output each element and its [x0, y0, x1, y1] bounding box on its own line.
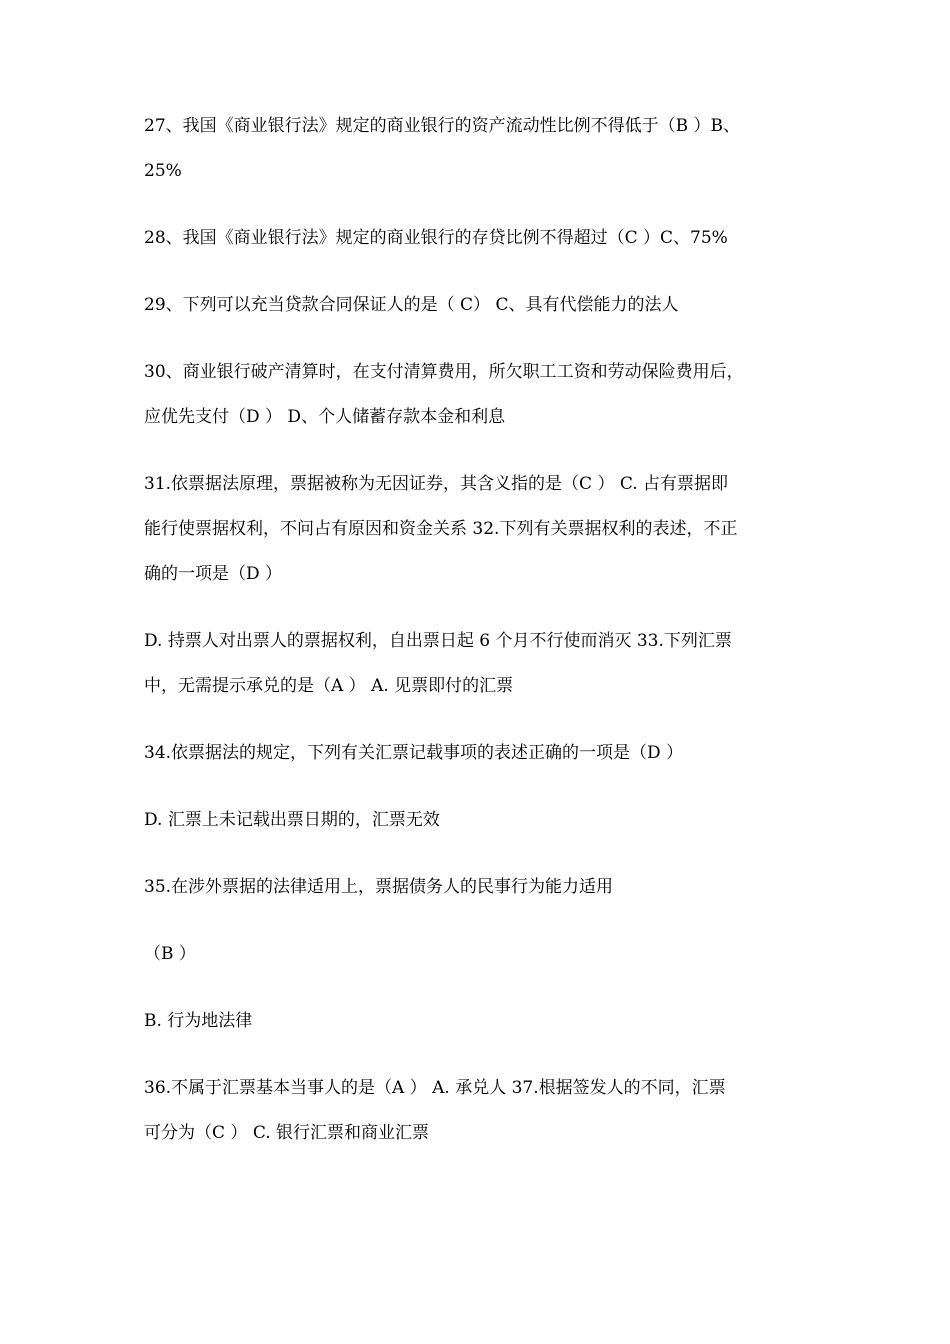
- text-line: 28、我国《商业银行法》规定的商业银行的存贷比例不得超过（C ）C、75%: [144, 228, 728, 248]
- text-line: D. 持票人对出票人的票据权利，自出票日起 6 个月不行使而消灭 33.下列汇票: [144, 631, 732, 651]
- text-line: 中，无需提示承兑的是（A ） A. 见票即付的汇票: [144, 676, 514, 696]
- question-28: [144, 216, 812, 261]
- question-32-33: [144, 619, 812, 709]
- text-line: （B ）: [144, 944, 196, 964]
- text-line: 25%: [144, 161, 182, 181]
- answer-35-choice: [144, 932, 812, 977]
- question-35: [144, 865, 812, 910]
- question-29: [144, 283, 812, 328]
- question-36-37: [144, 1066, 812, 1156]
- text-line: 29、下列可以充当贷款合同保证人的是（ C） C、具有代偿能力的法人: [144, 295, 679, 315]
- question-31-32: [144, 462, 812, 597]
- text-line: B. 行为地法律: [144, 1011, 253, 1031]
- text-line: 确的一项是（D ）: [144, 564, 283, 584]
- text-line: 应优先支付（D ） D、个人储蓄存款本金和利息: [144, 407, 506, 427]
- text-line: 可分为（C ） C. 银行汇票和商业汇票: [144, 1123, 430, 1143]
- question-34: [144, 731, 812, 776]
- answer-35: [144, 999, 812, 1044]
- text-line: 35.在涉外票据的法律适用上，票据债务人的民事行为能力适用: [144, 877, 614, 897]
- text-line: 30、商业银行破产清算时，在支付清算费用，所欠职工工资和劳动保险费用后，: [144, 362, 744, 382]
- question-30: [144, 350, 812, 440]
- text-line: D. 汇票上未记载出票日期的，汇票无效: [144, 810, 440, 830]
- text-line: 27、我国《商业银行法》规定的商业银行的资产流动性比例不得低于（B ）B、: [144, 116, 741, 136]
- question-27: [144, 104, 812, 194]
- document-body: [144, 104, 812, 1178]
- text-line: 34.依票据法的规定，下列有关汇票记载事项的表述正确的一项是（D ）: [144, 743, 684, 763]
- text-line: 36.不属于汇票基本当事人的是（A ） A. 承兑人 37.根据签发人的不同，汇票: [144, 1078, 726, 1098]
- answer-34: [144, 798, 812, 843]
- text-line: 能行使票据权利，不问占有原因和资金关系 32.下列有关票据权利的表述，不正: [144, 519, 738, 539]
- text-line: 31.依票据法原理，票据被称为无因证券，其含义指的是（C ） C. 占有票据即: [144, 474, 729, 494]
